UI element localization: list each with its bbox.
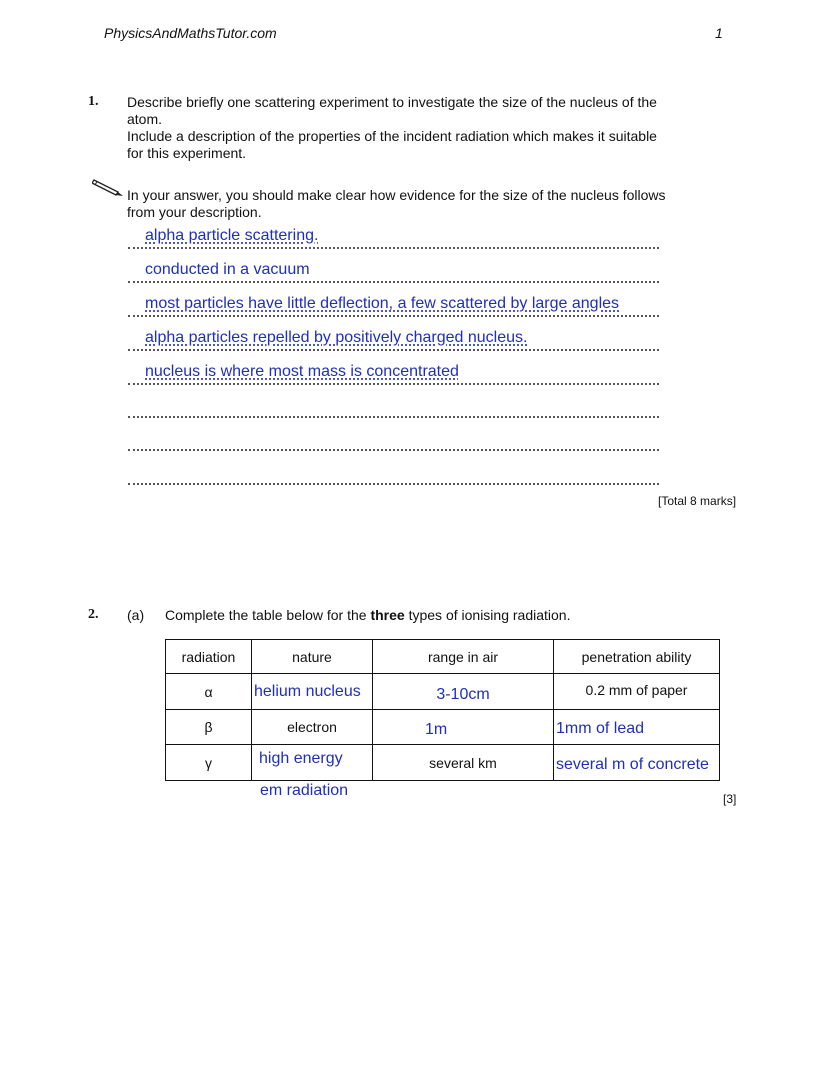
question-2-marks: [3] [723, 792, 737, 806]
handwritten-answer: alpha particle scattering. [145, 227, 319, 244]
answer-line [128, 246, 659, 249]
prompt-emphasis: three [370, 607, 405, 623]
header-cell: nature [252, 640, 373, 674]
radiation-table [165, 639, 720, 781]
answer-line [128, 482, 659, 485]
question-2-number: 2. [88, 607, 99, 622]
prompt-text: types of ionising radiation. [404, 607, 571, 623]
instruction-line: In your answer, you should make clear how evidence for the size of the nucleus follows [127, 187, 666, 203]
question-1-instruction [127, 187, 666, 221]
header-cell: penetration ability [554, 640, 720, 674]
prompt-line: for this experiment. [127, 145, 247, 161]
answer-line [128, 348, 659, 351]
table-row [166, 710, 720, 745]
pencil-icon [92, 178, 124, 203]
answer-line [128, 280, 659, 283]
site-name: PhysicsAndMathsTutor.com [104, 25, 277, 41]
handwritten-answer: conducted in a vacuum [145, 261, 310, 278]
handwritten-cell: helium nucleus [252, 674, 373, 710]
question-2-prompt [165, 607, 570, 624]
handwritten-cell: 3-10cm [373, 674, 554, 710]
radiation-symbol: γ [166, 745, 252, 781]
question-1-number: 1. [88, 94, 99, 109]
total-marks: [Total 8 marks] [658, 494, 737, 508]
answer-line [128, 415, 659, 418]
handwritten-answer: nucleus is where most mass is concentrated [145, 363, 459, 380]
handwritten-cell: several m of concrete [554, 745, 720, 781]
table-row [166, 674, 720, 710]
question-1-prompt [127, 94, 657, 162]
prompt-text: Complete the table below for the [165, 607, 371, 623]
question-2-part: (a) [127, 607, 145, 623]
instruction-line: from your description. [127, 204, 262, 220]
header-cell: radiation [166, 640, 252, 674]
prompt-line: atom. [127, 111, 163, 127]
page-number: 1 [715, 25, 723, 41]
handwritten-answer: most particles have little deflection, a few scattered by large angles [145, 295, 620, 312]
radiation-symbol: α [166, 674, 252, 710]
answer-line [128, 448, 659, 451]
handwritten-overflow: em radiation [260, 782, 349, 799]
table-header-row [166, 640, 720, 674]
handwritten-answer: alpha particles repelled by positively charged nucleus. [145, 329, 528, 346]
handwritten-cell: high energy [252, 745, 373, 781]
handwritten-cell: 1m [373, 710, 554, 745]
radiation-symbol: β [166, 710, 252, 745]
prompt-line: Describe briefly one scattering experiment to investigate the size of the nucleus of the [127, 94, 657, 110]
prompt-line: Include a description of the properties of the incident radiation which makes it suitable [127, 128, 657, 144]
handwritten-cell: 1mm of lead [554, 710, 720, 745]
table-cell: 0.2 mm of paper [554, 674, 720, 710]
answer-line [128, 314, 659, 317]
header-cell: range in air [373, 640, 554, 674]
table-row [166, 745, 720, 781]
answer-line [128, 382, 659, 385]
table-cell: electron [252, 710, 373, 745]
table-cell: several km [373, 745, 554, 781]
